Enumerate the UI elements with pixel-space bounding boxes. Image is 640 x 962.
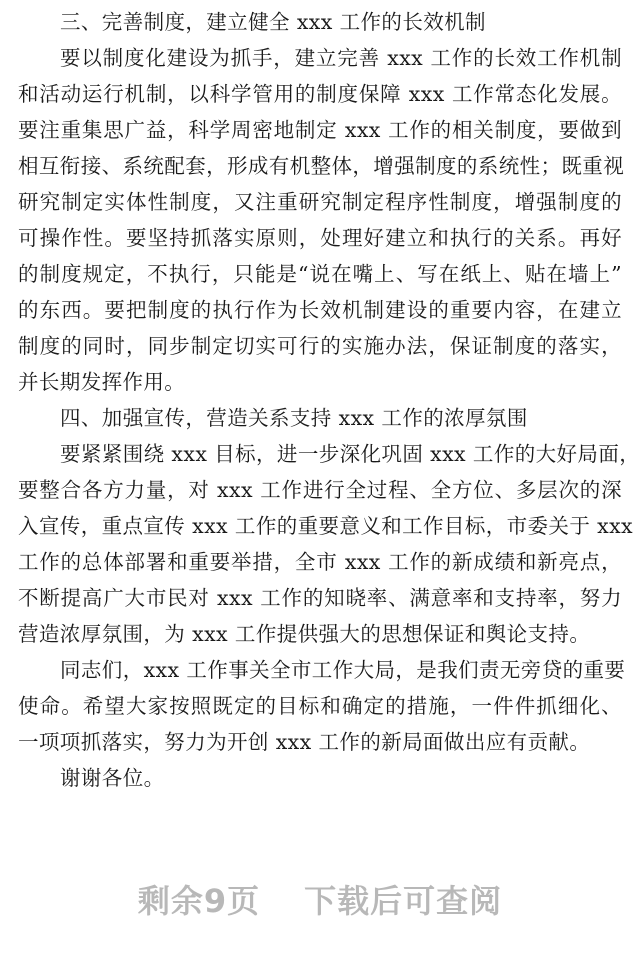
section-heading-4: 四、加强宣传，营造关系支持 xxx 工作的浓厚氛围 xyxy=(60,406,528,430)
paragraph-line: 营造浓厚氛围，为 xxx 工作提供强大的思想保证和舆论支持。 xyxy=(18,622,591,646)
paragraph-line: 不断提高广大市民对 xxx 工作的知晓率、满意率和支持率，努力 xyxy=(18,586,622,610)
paragraph-line: 一项项抓落实，努力为开创 xxx 工作的新局面做出应有贡献。 xyxy=(18,730,591,754)
paragraph-line: 要紧紧围绕 xxx 目标，进一步深化巩固 xxx 工作的大好局面， xyxy=(60,442,640,466)
section-heading-3: 三、完善制度，建立健全 xxx 工作的长效机制 xyxy=(60,10,486,34)
paragraph-line: 可操作性。要坚持抓落实原则，处理好建立和执行的关系。再好 xyxy=(18,226,622,250)
paragraph-line: 要以制度化建设为抓手，建立完善 xxx 工作的长效工作机制 xyxy=(60,46,622,70)
paragraph-line: 和活动运行机制，以科学管用的制度保障 xxx 工作常态化发展。 xyxy=(18,82,622,106)
paragraph-line: 入宣传，重点宣传 xxx 工作的重要意义和工作目标，市委关于 xxx xyxy=(18,514,634,538)
paragraph-line: 的东西。要把制度的执行作为长效机制建设的重要内容，在建立 xyxy=(18,298,622,322)
paragraph-line: 的制度规定，不执行，只能是“说在嘴上、写在纸上、贴在墙上” xyxy=(18,262,622,286)
closing-line: 谢谢各位。 xyxy=(60,766,165,790)
paragraph-line: 使命。希望大家按照既定的目标和确定的措施，一件件抓细化、 xyxy=(18,694,622,718)
paragraph-line: 并长期发挥作用。 xyxy=(18,370,186,394)
paragraph-line: 工作的总体部署和重要举措，全市 xxx 工作的新成绩和新亮点， xyxy=(18,550,622,574)
paragraph-line: 制度的同时，同步制定切实可行的实施办法，保证制度的落实， xyxy=(18,334,622,358)
remaining-pages-label: 剩余9页 xyxy=(137,882,261,920)
document-body xyxy=(18,4,640,796)
download-to-view-label: 下载后可查阅 xyxy=(304,882,503,920)
paragraph-line: 研究制定实体性制度，又注重研究制定程序性制度，增强制度的 xyxy=(18,190,622,214)
paragraph-line: 同志们，xxx 工作事关全市工作大局，是我们责无旁贷的重要 xyxy=(60,658,626,682)
paragraph-line: 要整合各方力量，对 xxx 工作进行全过程、全方位、多层次的深 xyxy=(18,478,622,502)
paragraph-line: 相互衔接、系统配套，形成有机整体，增强制度的系统性；既重视 xyxy=(18,154,625,178)
paragraph-line: 要注重集思广益，科学周密地制定 xxx 工作的相关制度，要做到 xyxy=(18,118,622,142)
download-banner[interactable] xyxy=(0,876,640,922)
